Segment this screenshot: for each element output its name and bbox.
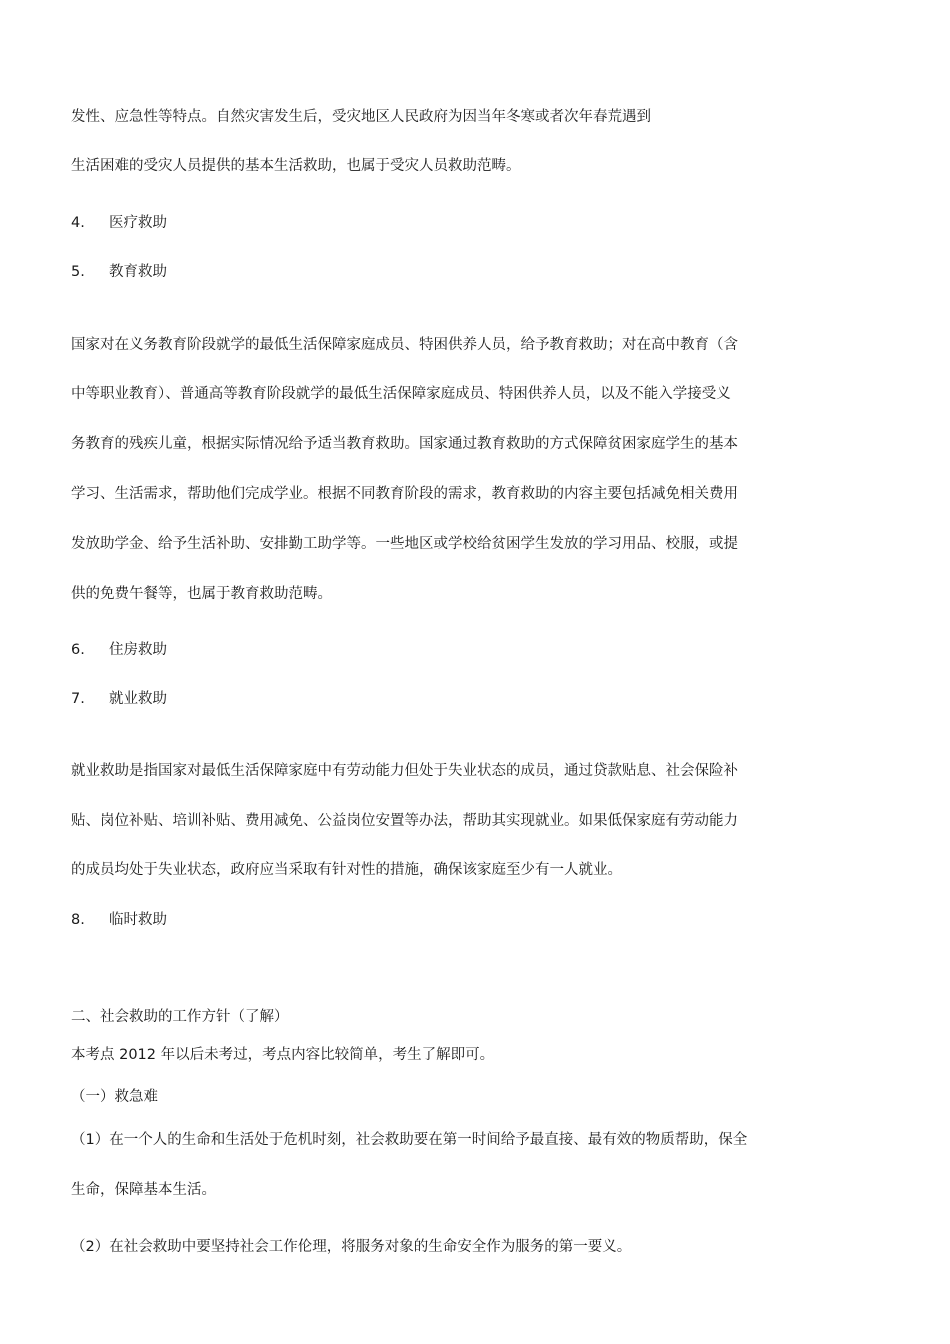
list-item-employment-aid	[71, 689, 167, 709]
list-label: 医疗救助	[109, 215, 167, 231]
list-label: 就业救助	[109, 691, 167, 707]
paragraph-employment-line-2: 贴、岗位补贴、培训补贴、费用减免、公益岗位安置等办法，帮助其实现就业。如果低保家庭有劳动能力	[71, 813, 738, 829]
list-number: 4.	[71, 215, 85, 231]
section-2-note: 本考点 2012 年以后未考过，考点内容比较简单，考生了解即可。	[71, 1047, 495, 1063]
paragraph-education-line-6: 供的免费午餐等，也属于教育救助范畴。	[71, 586, 332, 602]
list-label: 住房救助	[109, 642, 167, 658]
paragraph-education-line-1: 国家对在义务教育阶段就学的最低生活保障家庭成员、特困供养人员，给予教育救助；对在高中教育（含	[71, 337, 738, 353]
paragraph-education-line-3: 务教育的残疾儿童，根据实际情况给予适当教育救助。国家通过教育救助的方式保障贫困家庭学生的基本	[71, 436, 738, 452]
paragraph-employment-line-1: 就业救助是指国家对最低生活保障家庭中有劳动能力但处于失业状态的成员，通过贷款贴息、社会保险补	[71, 763, 738, 779]
paragraph-education-line-2: 中等职业教育）、普通高等教育阶段就学的最低生活保障家庭成员、特困供养人员，以及不能入学接受义	[71, 386, 731, 402]
list-item-education-aid	[71, 262, 167, 282]
paragraph-employment-line-3: 的成员均处于失业状态，政府应当采取有针对性的措施，确保该家庭至少有一人就业。	[71, 862, 622, 878]
list-item-temporary-aid	[71, 910, 167, 930]
paragraph-education-line-5: 发放助学金、给予生活补助、安排勤工助学等。一些地区或学校给贫困学生发放的学习用品、校服，或提	[71, 536, 738, 552]
list-label: 临时救助	[109, 912, 167, 928]
paragraph-intro-line-2: 生活困难的受灾人员提供的基本生活救助，也属于受灾人员救助范畴。	[71, 158, 521, 174]
section-2-heading: 二、社会救助的工作方针（了解）	[71, 1009, 289, 1025]
subsection-1-heading: （一）救急难	[71, 1089, 158, 1105]
list-label: 教育救助	[109, 264, 167, 280]
list-number: 8.	[71, 912, 85, 928]
paragraph-intro-line-1: 发性、应急性等特点。自然灾害发生后，受灾地区人民政府为因当年冬寒或者次年春荒遇到	[71, 109, 651, 125]
list-number: 5.	[71, 264, 85, 280]
paragraph-education-line-4: 学习、生活需求，帮助他们完成学业。根据不同教育阶段的需求，教育救助的内容主要包括减免相关费用	[71, 486, 738, 502]
list-number: 6.	[71, 642, 85, 658]
list-number: 7.	[71, 691, 85, 707]
list-item-medical-aid	[71, 213, 167, 233]
point-1-line-1: （1）在一个人的生命和生活处于危机时刻，社会救助要在第一时间给予最直接、最有效的物质帮助，保全	[71, 1132, 748, 1148]
point-2: （2）在社会救助中要坚持社会工作伦理，将服务对象的生命安全作为服务的第一要义。	[71, 1239, 632, 1255]
point-1-line-2: 生命，保障基本生活。	[71, 1182, 216, 1198]
list-item-housing-aid	[71, 640, 167, 660]
